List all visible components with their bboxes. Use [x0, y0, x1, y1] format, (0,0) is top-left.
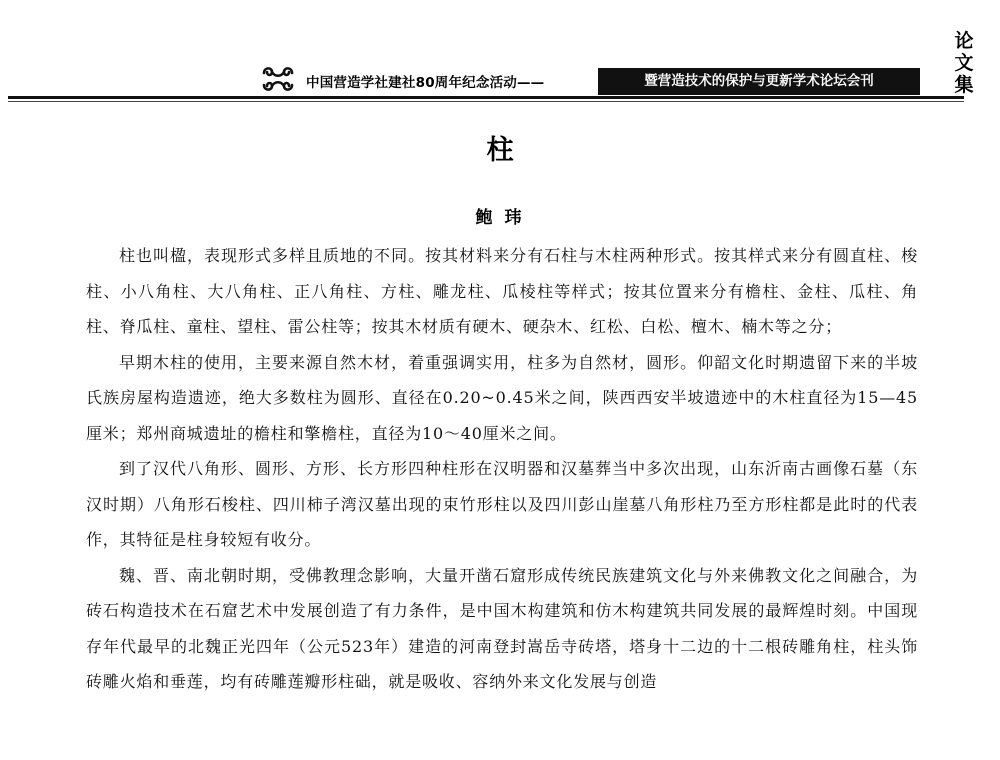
paragraph: 早期木柱的使用，主要来源自然木材，着重强调实用，柱多为自然材，圆形。仰韶文化时期遗留下来的半坡氏族房屋构造遗迹，绝大多数柱为圆形、直径在0.20~0.45米之间，陕西西安半坡遗迹中的木柱直径为15—45厘米；郑州商城遗址的檐柱和擎檐柱，直径为10～40厘米之间。	[86, 352, 918, 443]
forum-title-banner	[598, 68, 920, 95]
forum-title: 暨营造技术的保护与更新学术论坛会刊	[644, 73, 874, 89]
header-rule-thin	[8, 101, 964, 102]
article-title: 柱	[486, 135, 514, 166]
event-name: 中国营造学社建社80周年纪念活动——	[306, 75, 545, 91]
paragraph: 魏、晋、南北朝时期，受佛教理念影响，大量开凿石窟形成传统民族建筑文化与外来佛教文化之间融合，为砖石构造技术在石窟艺术中发展创造了有力条件，是中国木构建筑和仿木构建筑共同发展的最辉煌时刻。中国现存年代最早的北魏正光四年（公元523年）建造的河南登封嵩岳寺砖塔，塔身十二边的十二根砖雕角柱，柱头饰砖雕火焰和垂莲，均有砖雕莲瓣形柱础，就是吸收、容纳外来文化发展与创造	[86, 565, 918, 691]
paragraph: 到了汉代八角形、圆形、方形、长方形四种柱形在汉明器和汉墓葬当中多次出现，山东沂南古画像石墓（东汉时期）八角形石梭柱、四川柿子湾汉墓出现的束竹形柱以及四川彭山崖墓八角形柱乃至方形柱都是此时的代表作，其特征是柱身较短有收分。	[86, 459, 918, 549]
auspicious-cloud-icon	[261, 64, 295, 94]
header-rule	[8, 96, 964, 99]
paragraph: 柱也叫楹，表现形式多样且质地的不同。按其材料来分有石柱与木柱两种形式。按其样式来分有圆直柱、梭柱、小八角柱、大八角柱、正八角柱、方柱、雕龙柱、瓜棱柱等样式；按其位置来分有檐柱、金柱、瓜柱、角柱、脊瓜柱、童柱、望柱、雷公柱等；按其木材质有硬木、硬杂木、红松、白松、檀木、楠木等之分；	[86, 246, 918, 336]
series-label: 论文集	[954, 30, 974, 96]
article-body	[86, 238, 918, 700]
article-author: 鲍 玮	[475, 208, 525, 228]
